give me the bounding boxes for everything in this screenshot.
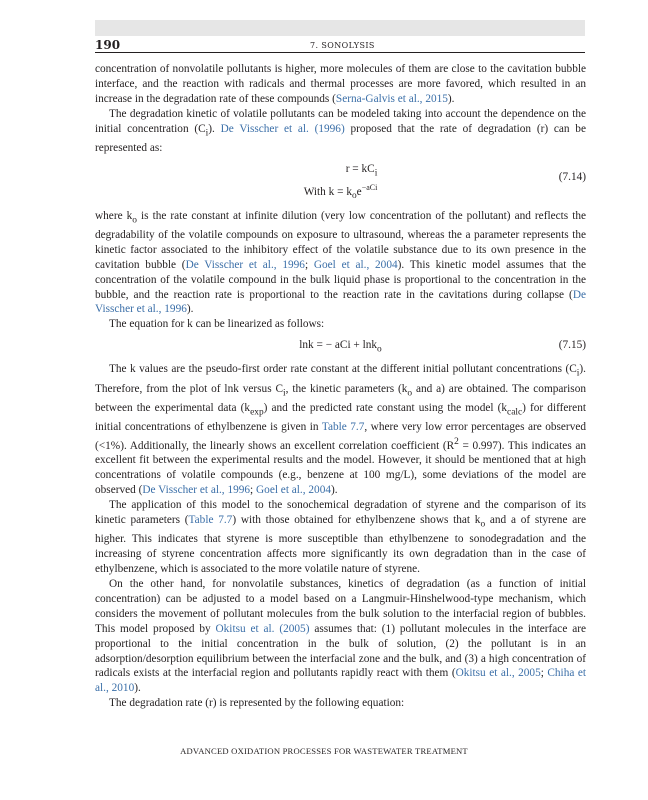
paragraph-4: The equation for k can be linearized as follows:: [109, 318, 325, 331]
equation-number: (7.14): [558, 170, 586, 183]
paragraph-1: concentration of nonvolatile pollutants is higher, more molecules of them are close to the cavitation bubble interface, and the reaction with radicals and thermal processes are more favored, which resulted in an increase in the degradation rate of these compounds (Serna-Galvis et al., 2015).: [95, 63, 586, 105]
paragraph-7: On the other hand, for nonvolatile substances, kinetics of degradation (as a function of initial concentration) can be adjusted to a model based on a Langmuir-Hinshelwood-type mechanism, which considers the movement of pollutant molecules from the bulk solution to the interfacial region of bubbles. This model proposed by Okitsu et al. (2005) assumes that: (1) pollutant molecules in the interface are proportional to the initial concentration in the bulk of solution, (2) the pollutant is in an adsorption/desorption equilibrium between the interfacial zone and the bulk, and (3) a high concentration of radicals exists at the interfacial region and pollutants rapidly react with them (Okitsu et al., 2005; Chiha et al., 2010).: [95, 577, 587, 695]
paragraph-3: where $k_o$ is the rate constant at infinite dilution (very low concentration of the pollutant) and reflects the degradability of the volatile compounds on exposure to ultrasound, whereas the a parameter represents the kinetic factor associated to the inhibitory effect of the volatile substance due to its own presence in the cavitation bubble (De Visscher et al., 1996; Goel et al., 2004). This kinetic model assumes that the concentration of the volatile compound in the bulk liquid phase is proportional to the concentration in the bubble, and the reaction rate is proportional to the reaction rate in the cavitations during collapse (De Visscher et al., 1996).: [95, 209, 587, 316]
citation-link[interactable]: De Visscher et al., 1996: [142, 484, 251, 497]
equation-number: (7.15): [558, 339, 586, 352]
header-bar: [95, 20, 585, 36]
citation-link[interactable]: De Visscher et al., 1996: [95, 288, 586, 316]
citation-link[interactable]: Okitsu et al. (2005): [215, 622, 310, 635]
equation-7-15: lnk = − aCi + lnk$_o$ (7.15): [299, 339, 586, 355]
paragraph-6: The application of this model to the sonochemical degradation of styrene and the comparison of its kinetic parameters (Table 7.7) with those obtained for ethylbenzene shows that $k_o$ and a of styrene are higher. This indicates that styrene is more susceptible than ethylbenzene to sonodegradation and the increasing of styrene concentration affects more significantly its own degradation than in the case of ethylbenzene, which is associated to the more volatile nature of styrene.: [95, 499, 587, 576]
page-number: 190: [95, 38, 121, 52]
citation-link[interactable]: Goel et al., 2004: [313, 258, 398, 271]
equation-7-14: $r = kC_i$ With $k = k_oe^{-aCi}$ (7.14): [303, 162, 586, 201]
citation-link[interactable]: Okitsu et al., 2005: [455, 667, 541, 680]
citation-link[interactable]: Chiha et al., 2010: [95, 667, 587, 695]
header-rule: [95, 52, 585, 53]
chapter-title: 7. SONOLYSIS: [310, 41, 375, 50]
paragraph-2: The degradation kinetic of volatile pollutants can be modeled taking into account the dependence on the initial concentration $(C_i)$. De Visscher et al. (1996) proposed that the rate of degradation (r) can be represented as:: [95, 107, 586, 154]
citation-link[interactable]: De Visscher et al., 1996: [185, 258, 305, 271]
citation-link[interactable]: Serna-Galvis et al., 2015: [335, 92, 448, 105]
body-text: [95, 62, 586, 711]
table-link[interactable]: Table 7.7: [188, 514, 233, 527]
paragraph-8: The degradation rate (r) is represented by the following equation:: [109, 697, 405, 710]
citation-link[interactable]: Goel et al., 2004: [256, 484, 331, 497]
citation-link[interactable]: De Visscher et al. (1996): [220, 122, 345, 135]
running-footer: ADVANCED OXIDATION PROCESSES FOR WASTEWATER TREATMENT: [180, 746, 468, 756]
table-link[interactable]: Table 7.7: [321, 420, 365, 433]
paragraph-5: The k values are the pseudo-first order rate constant at the different initial pollutant concentrations $(C_i)$. Therefore, from the plot of lnk versus $C_i$, the kinetic parameters ($k_o$ and a) are obtained. The comparison between the experimental data $(k_{exp})$ and the predicted rate constant using the model $(k_{calc})$ for different initial concentrations of ethylbenzene is given in Table 7.7, where very low error percentages are observed (<1%). Additionally, the linearly shows an excellent correlation coefficient $(R^2 = 0.997)$. This indicates an excellent fit between the experimental results and the model. However, it should be mentioned that at high concentrations of volatile compounds (e.g., benzene at 100 mg/L), some deviations of the model are observed (De Visscher et al., 1996; Goel et al., 2004).: [95, 363, 587, 497]
